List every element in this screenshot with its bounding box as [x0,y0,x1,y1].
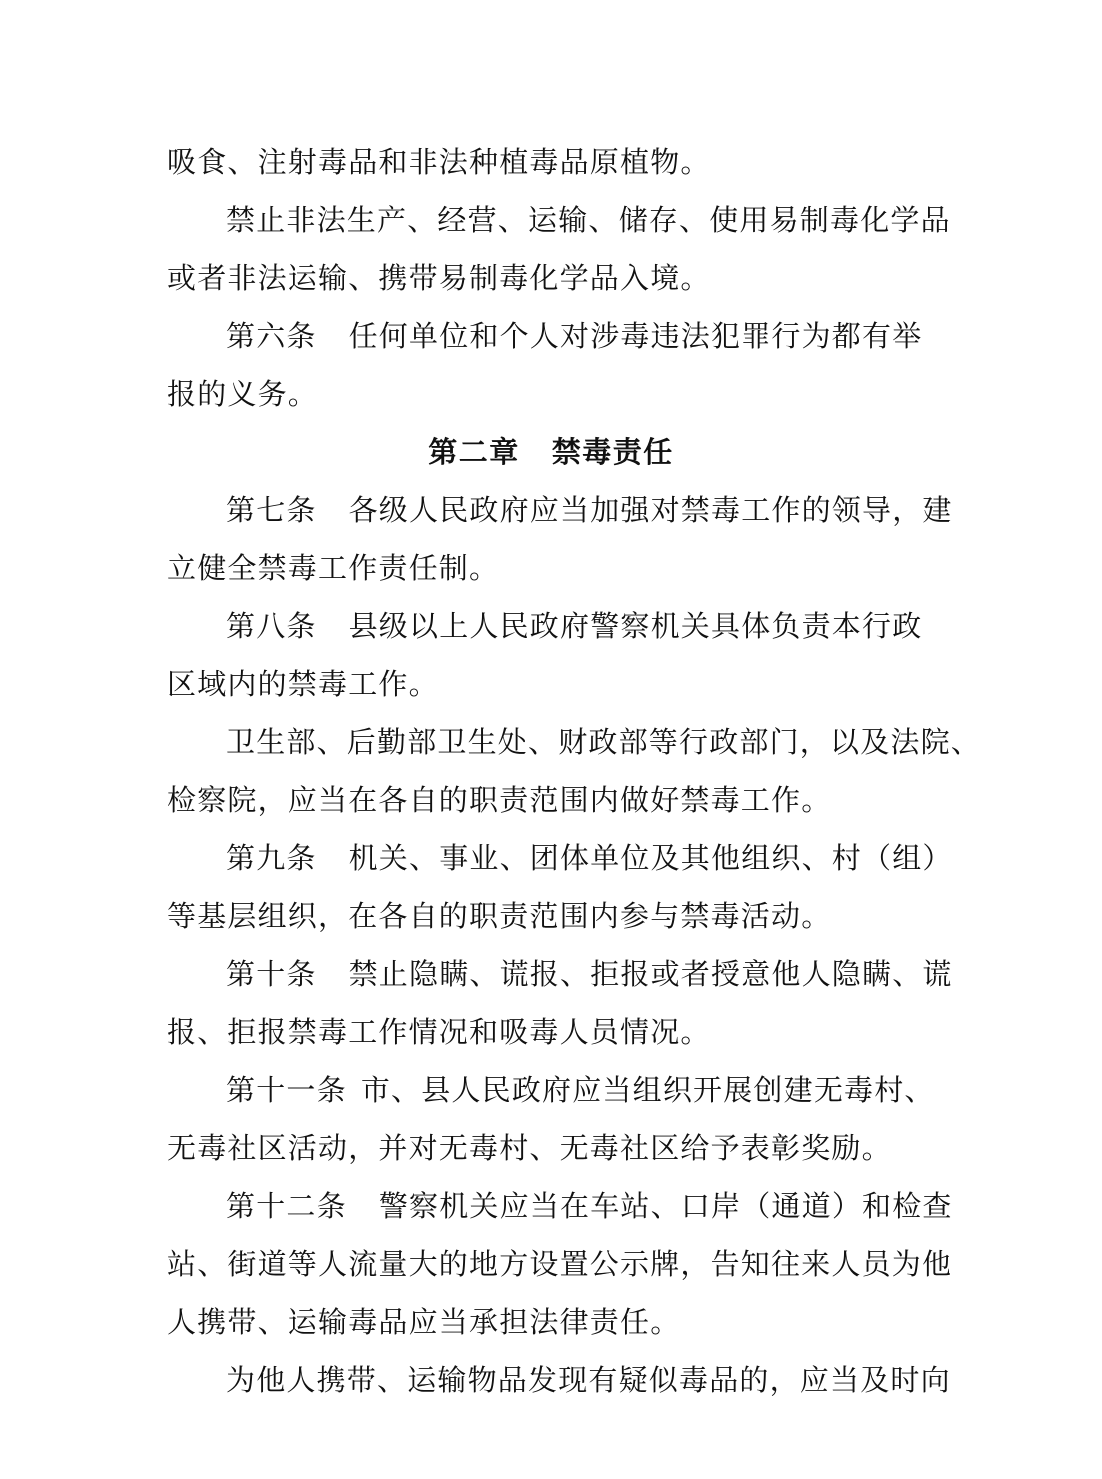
article-number: 第八条 [226,609,317,643]
chapter-heading [0,432,1102,472]
text-run: 区域内的禁毒工作。 [167,667,439,701]
text-run: 县级以上人民政府警察机关具体负责本行政 [348,609,923,643]
text-run: 卫生部、后勤部卫生处、财政部等行政部门，以及法院、 [226,725,982,759]
text-run: 站、街道等人流量大的地方设置公示牌，告知往来人员为他 [167,1247,953,1281]
text-run: 市、县人民政府应当组织开展创建无毒村、 [360,1073,935,1107]
article-number: 第十一条 [226,1073,347,1107]
article-6-line [226,316,922,356]
text-run: 报、拒报禁毒工作情况和吸毒人员情况。 [167,1015,711,1049]
article-number: 第六条 [226,319,317,353]
paragraph-line [226,200,951,240]
text-run: 警察机关应当在车站、口岸（通道）和检查 [378,1189,953,1223]
paragraph-line [167,374,318,414]
text-run: 机关、事业、团体单位及其他组织、村（组） [348,841,953,875]
article-9-line [226,838,953,878]
paragraph-line [226,1360,951,1400]
text-run: 报的义务。 [167,377,319,411]
text-run: 无毒社区活动，并对无毒村、无毒社区给予表彰奖励。 [167,1131,892,1165]
text-run: 禁止非法生产、经营、运输、储存、使用易制毒化学品 [226,203,951,237]
paragraph-line [167,896,831,936]
paragraph-line [167,780,831,820]
text-run: 等基层组织，在各自的职责范围内参与禁毒活动。 [167,899,832,933]
article-number: 第十二条 [226,1189,347,1223]
article-number: 第七条 [226,493,317,527]
chapter-number: 第二章 [428,435,520,469]
text-run: 立健全禁毒工作责任制。 [167,551,500,585]
paragraph-line [167,1244,952,1284]
chapter-title: 禁毒责任 [551,435,674,469]
text-run: 任何单位和个人对涉毒违法犯罪行为都有举 [348,319,923,353]
text-run: 或者非法运输、携带易制毒化学品入境。 [167,261,711,295]
paragraph-line [167,258,711,298]
article-10-line [226,954,953,994]
text-run: 各级人民政府应当加强对禁毒工作的领导，建 [348,493,953,527]
paragraph-line [226,722,981,762]
paragraph-line [167,664,439,704]
text-run: 禁止隐瞒、谎报、拒报或者授意他人隐瞒、谎 [348,957,953,991]
article-11-line [226,1070,935,1110]
text-run: 检察院，应当在各自的职责范围内做好禁毒工作。 [167,783,832,817]
paragraph-line [167,142,711,182]
paragraph-line [167,1302,680,1342]
article-7-line [226,490,953,530]
article-number: 第十条 [226,957,317,991]
article-8-line [226,606,922,646]
text-run: 人携带、运输毒品应当承担法律责任。 [167,1305,681,1339]
text-run: 吸食、注射毒品和非法种植毒品原植物。 [167,145,711,179]
article-12-line [226,1186,953,1226]
paragraph-line [167,1128,892,1168]
paragraph-line [167,548,499,588]
paragraph-line [167,1012,711,1052]
text-run: 为他人携带、运输物品发现有疑似毒品的，应当及时向 [226,1363,951,1397]
article-number: 第九条 [226,841,317,875]
